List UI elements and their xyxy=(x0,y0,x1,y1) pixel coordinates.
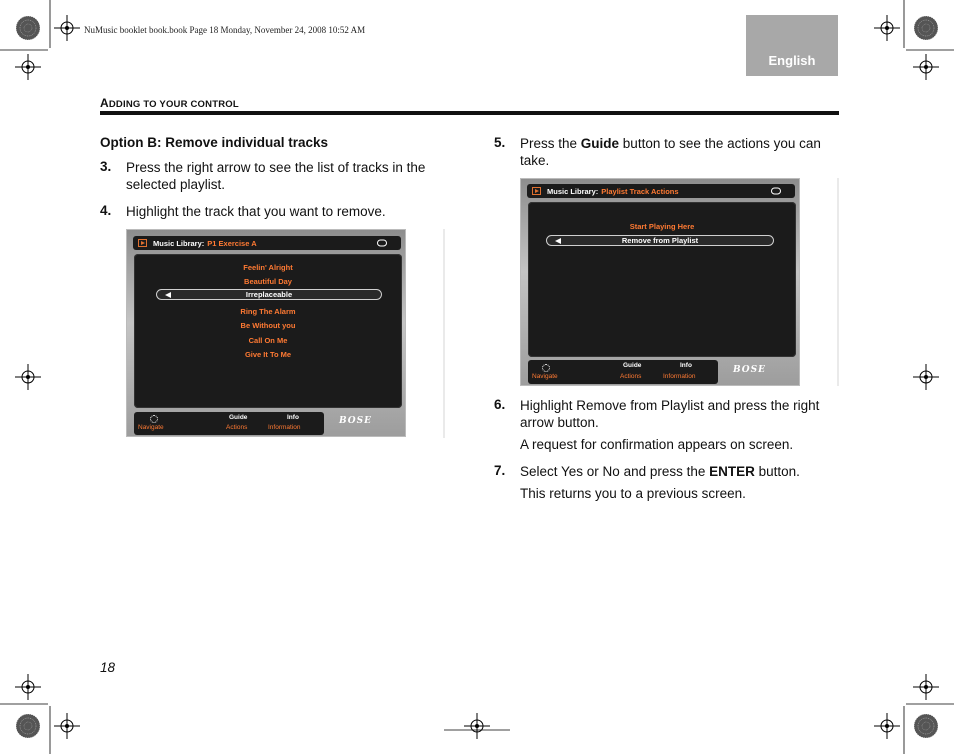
selected-action-label: Remove from Playlist xyxy=(621,236,699,245)
track-list xyxy=(134,254,402,408)
guide-keyword: Guide xyxy=(580,136,620,151)
section-title-rest: DDING TO YOUR CONTROL xyxy=(108,99,239,110)
screenshot-track-actions xyxy=(520,178,800,386)
actions-label: Actions xyxy=(226,424,248,431)
step-5-post: button to see the actions you can take. xyxy=(520,136,821,168)
play-icon xyxy=(532,187,541,195)
screen-title-bar xyxy=(527,184,795,198)
selected-action xyxy=(546,235,774,246)
screen-title: Music Library: xyxy=(547,186,599,196)
action-list xyxy=(528,202,796,357)
step-3-text: Press the right arrow to see the list of tracks in the selected playlist. xyxy=(126,160,426,192)
navigate-icon xyxy=(150,415,158,423)
section-rule xyxy=(100,111,839,115)
page-number: 18 xyxy=(100,660,116,675)
step-7-pre: Select Yes or No and press the xyxy=(520,464,710,479)
guide-key: Guide xyxy=(623,362,642,369)
button-guide-bar xyxy=(528,360,718,384)
track-item: Ring The Alarm xyxy=(240,307,296,316)
step-6-number: 6. xyxy=(494,397,506,412)
screen-subtitle: P1 Exercise A xyxy=(207,238,257,248)
step-7-note: This returns you to a previous screen. xyxy=(520,486,746,501)
screenshot-track-list xyxy=(126,229,406,437)
file-header: NuMusic booklet book.book Page 18 Monday, November 24, 2008 10:52 AM xyxy=(84,25,366,35)
step-7-post: button. xyxy=(754,464,800,479)
step-4-text: Highlight the track that you want to remove. xyxy=(126,204,386,219)
bose-logo: BOSE xyxy=(733,365,766,375)
enter-keyword: ENTER xyxy=(709,464,755,479)
option-heading: Option B: Remove individual tracks xyxy=(100,135,329,150)
section-title-initial: A xyxy=(100,96,109,110)
track-item: Feelin' Alright xyxy=(243,263,293,272)
navigate-label: Navigate xyxy=(138,424,164,431)
screen-title: Music Library: xyxy=(153,238,205,248)
selected-track xyxy=(156,289,382,300)
track-item: Call On Me xyxy=(248,336,288,345)
track-item: Give It To Me xyxy=(244,350,292,359)
track-item: Beautiful Day xyxy=(244,277,292,286)
step-7-text xyxy=(520,463,840,480)
language-label: English xyxy=(768,53,816,68)
step-7-number: 7. xyxy=(494,463,506,478)
button-guide-bar xyxy=(134,412,324,435)
guide-key: Guide xyxy=(229,414,248,421)
step-5-pre: Press the xyxy=(520,136,581,151)
navigate-label: Navigate xyxy=(532,373,558,380)
actions-label: Actions xyxy=(620,373,642,380)
information-label: Information xyxy=(268,424,301,431)
play-icon xyxy=(138,239,147,247)
selected-track-label: Irreplaceable xyxy=(245,290,293,299)
action-item: Start Playing Here xyxy=(629,222,695,231)
language-tab xyxy=(746,15,838,76)
repeat-icon xyxy=(771,188,781,195)
step-4-number: 4. xyxy=(100,203,112,218)
section-title xyxy=(100,96,239,110)
step-3-number: 3. xyxy=(100,159,112,174)
step-6-text: Highlight Remove from Playlist and press the right arrow button. xyxy=(520,398,820,430)
navigate-icon xyxy=(542,364,550,372)
info-key: Info xyxy=(287,414,299,421)
step-5-number: 5. xyxy=(494,135,506,150)
screen-subtitle: Playlist Track Actions xyxy=(601,186,679,196)
left-arrow-icon xyxy=(165,292,171,298)
step-6-note: A request for confirmation appears on screen. xyxy=(520,437,794,452)
repeat-icon xyxy=(377,240,387,247)
step-5-text xyxy=(520,135,842,169)
screen-title-bar xyxy=(133,236,401,250)
left-arrow-icon xyxy=(555,238,561,244)
track-item: Be Without you xyxy=(240,321,296,330)
bose-logo: BOSE xyxy=(339,416,372,426)
info-key: Info xyxy=(680,362,692,369)
information-label: Information xyxy=(663,373,696,380)
